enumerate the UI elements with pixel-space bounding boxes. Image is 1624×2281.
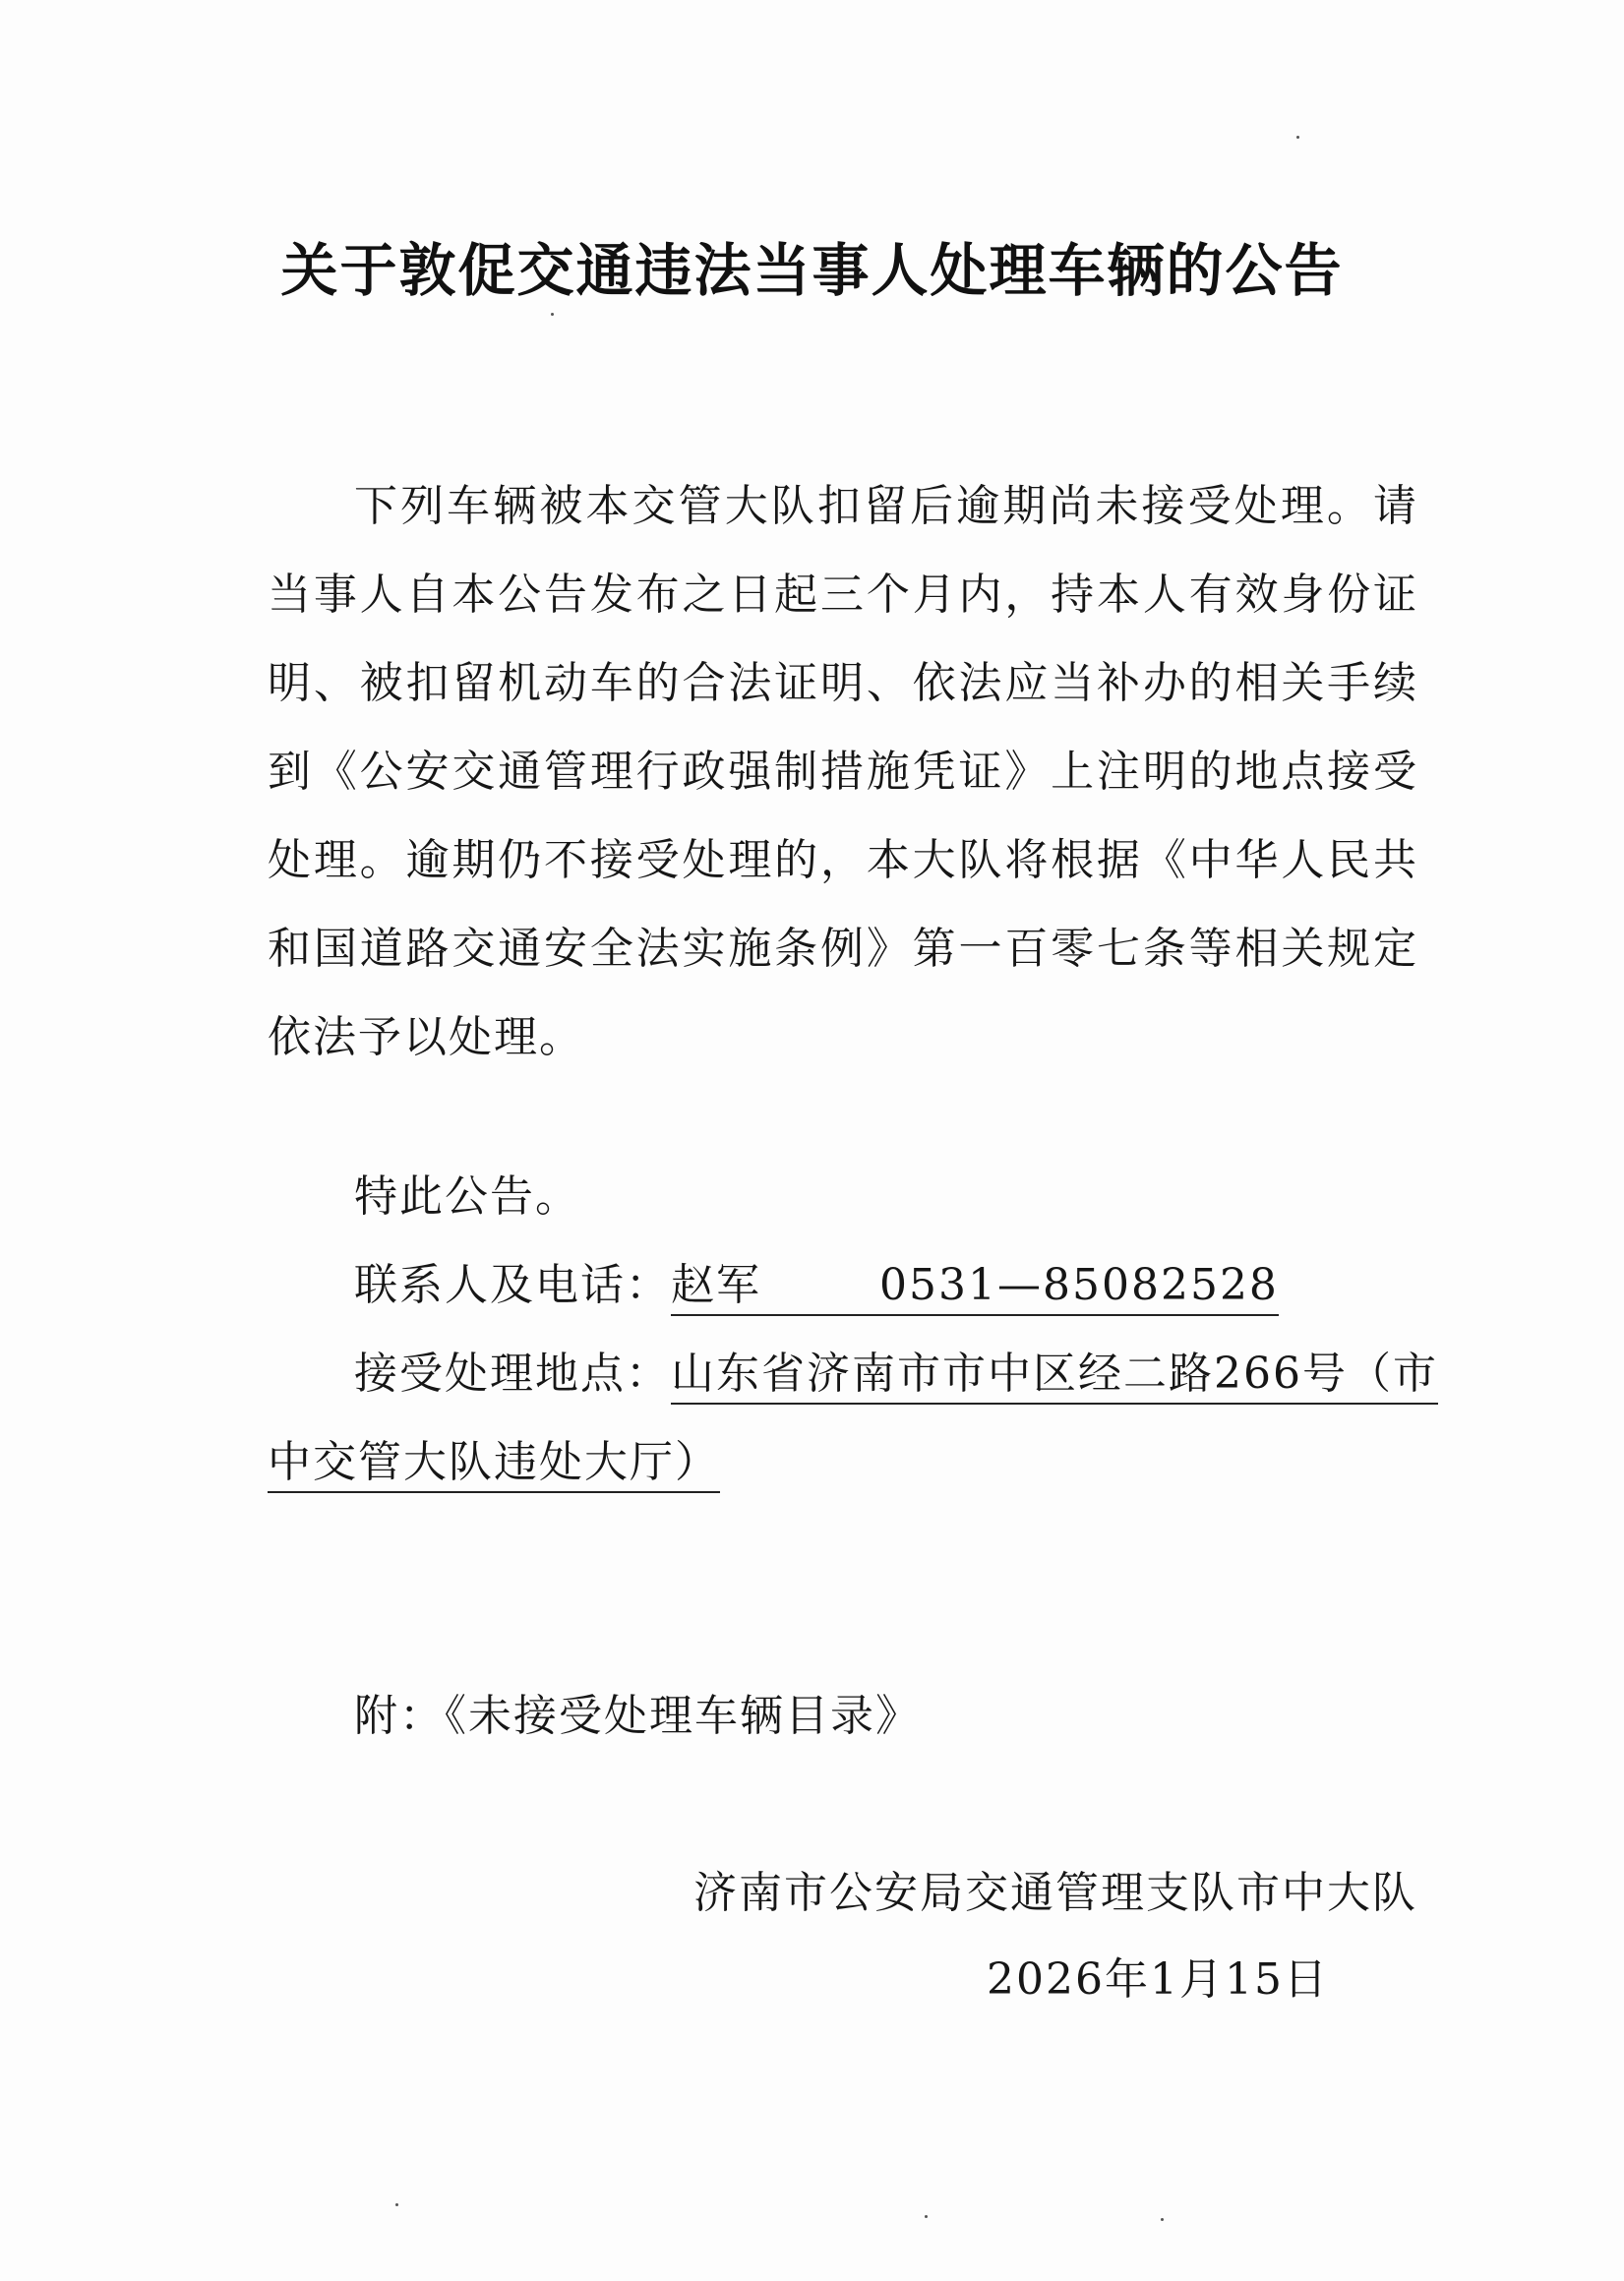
address-continuation [268,1426,720,1489]
address-label: 接受处理地点： [354,1349,671,1399]
scan-speck [1296,136,1299,139]
body-paragraph: 下列车辆被本交管大队扣留后逾期尚未接受处理。请当事人自本公告发布之日起三个月内，持本人有效身份证明、被扣留机动车的合法证明、依法应当补办的相关手续到《公安交通管理行政强制措施凭证》上注明的地点接受处理。逾期仍不接受处理的，本大队将根据《中华人民共和国道路交通安全法实施条例》第一百零七条等相关规定依法予以处理。 [268,481,1418,1062]
attachment-line: 附：《未接受处理车辆目录》 [354,1691,921,1741]
address-line [354,1338,1438,1401]
scan-speck [395,2203,398,2206]
contact-label: 联系人及电话： [354,1260,671,1310]
scan-speck [925,2215,928,2218]
address-line1: 山东省济南市市中区经二路266号（市 [671,1349,1438,1405]
contact-underlined [671,1260,1279,1316]
scan-speck [551,313,554,316]
document-title: 关于敦促交通违法当事人处理车辆的公告 [280,237,1344,304]
scan-speck [1161,2218,1164,2221]
notice-closing: 特此公告。 [354,1171,580,1222]
address-line2: 中交管大队违处大厅） [268,1437,720,1493]
contact-phone: 0531—85082528 [879,1260,1279,1310]
issuing-organization: 济南市公安局交通管理支队市中大队 [693,1868,1417,1918]
contact-line [354,1249,1279,1312]
issue-date: 2026年1月15日 [987,1954,1329,2005]
contact-name: 赵军 [671,1260,761,1310]
